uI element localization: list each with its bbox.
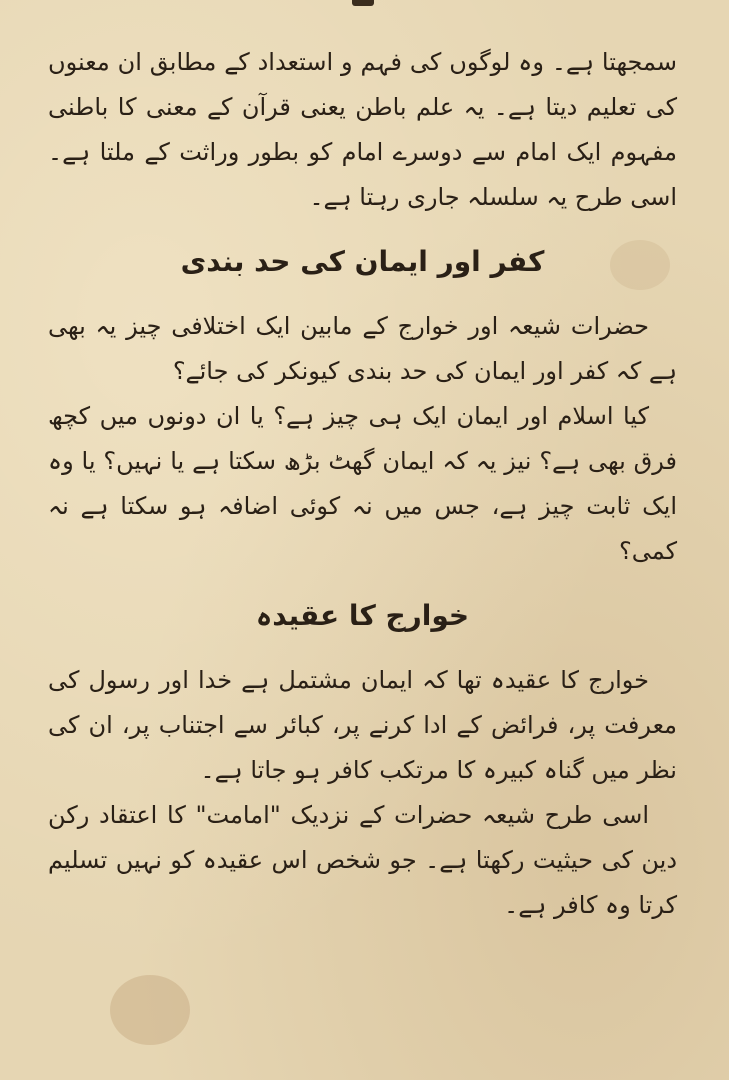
paper-stain <box>610 240 670 290</box>
paper-stain <box>110 975 190 1045</box>
section1-paragraph-1: حضرات شیعہ اور خوارج کے مابین ایک اختلافی چیز یہ بھی ہے کہ کفر اور ایمان کی حد بندی کیونکر کی جائے؟ <box>48 312 677 385</box>
section-heading-kufr-iman: کفر اور ایمان کی حد بندی <box>180 245 545 278</box>
page-edge-mark <box>352 0 374 6</box>
section2-paragraph-2: اسی طرح شیعہ حضرات کے نزدیک "امامت" کا اعتقاد رکن دین کی حیثیت رکھتا ہے۔ جو شخص اس عقیدہ کو نہیں تسلیم کرتا وہ کافر ہے۔ <box>48 801 677 919</box>
section2-paragraph-1: خوارج کا عقیدہ تھا کہ ایمان مشتمل ہے خدا اور رسول کی معرفت پر، فرائض کے ادا کرنے پر، کبائر سے اجتناب پر، ان کی نظر میں گناہ کبیرہ کا مرتکب کافر ہو جاتا ہے۔ <box>48 666 677 784</box>
intro-paragraph: سمجھتا ہے۔ وہ لوگوں کی فہم و استعداد کے مطابق ان معنوں کی تعلیم دیتا ہے۔ یہ علم باطن یعنی قرآن کے معنی کا باطنی مفہوم ایک امام سے دوسرے امام کو بطور وراثت کے ملتا ہے۔ اسی طرح یہ سلسلہ جاری رہتا ہے۔ <box>48 48 677 211</box>
section1-paragraph-2: کیا اسلام اور ایمان ایک ہی چیز ہے؟ یا ان دونوں میں کچھ فرق بھی ہے؟ نیز یہ کہ ایمان گھٹ بڑھ سکتا ہے یا نہیں؟ یا وہ ایک ثابت چیز ہے، جس میں نہ کوئی اضافہ ہو سکتا ہے نہ کمی؟ <box>48 402 677 565</box>
section-heading-khawarij-aqeeda: خوارج کا عقیدہ <box>255 599 470 632</box>
